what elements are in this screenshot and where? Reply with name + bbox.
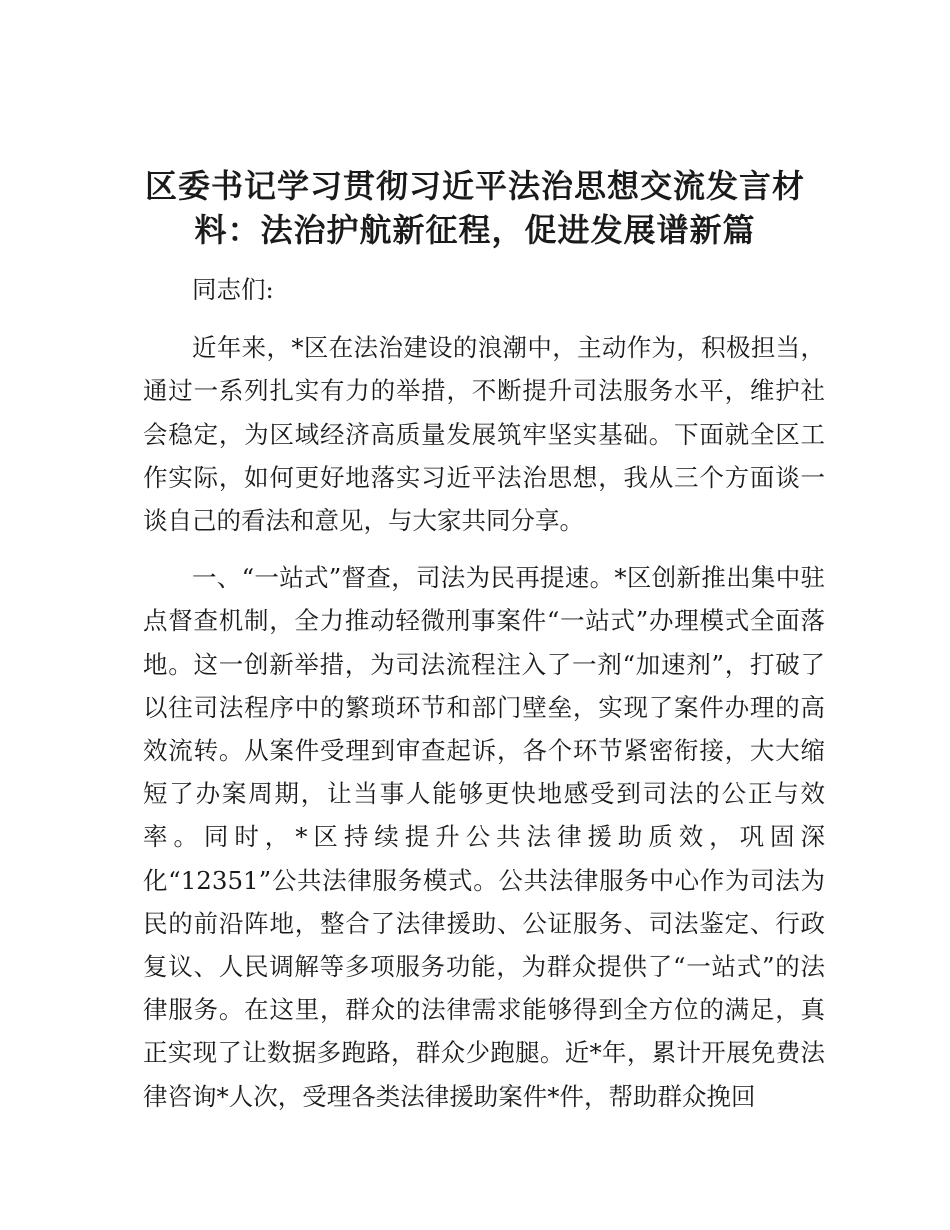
paragraph-intro: 近年来，*区在法治建设的浪潮中，主动作为，积极担当，通过一系列扎实有力的举措，不断提升司法服务水平，维护社会稳定，为区域经济高质量发展筑牢坚实基础。下面就全区工作实际，如何更好地落实习近平法治思想，我从三个方面谈一谈自己的看法和意见，与大家共同分享。 — [143, 333, 825, 536]
paragraph-section-one: 一、“一站式”督查，司法为民再提速。*区创新推出集中驻点督查机制，全力推动轻微刑事案件“一站式”办理模式全面落地。这一创新举措，为司法流程注入了一剂“加速剂”，打破了以往司法程序中的繁琐环节和部门壁垒，实现了案件办理的高效流转。从案件受理到审查起诉，各个环节紧密衔接，大大缩短了办案周期，让当事人能够更快地感受到司法的公正与效率。同时，*区持续提升公共法律援助质效，巩固深化“12351”公共法律服务模式。公共法律服务中心作为司法为民的前沿阵地，整合了法律援助、公证服务、司法鉴定、行政复议、人民调解等多项服务功能，为群众提供了“一站式”的法律服务。在这里，群众的法律需求能够得到全方位的满足，真正实现了让数据多跑路，群众少跑腿。近*年，累计开展免费法律咨询*人次，受理各类法律援助案件*件，帮助群众挽回 — [143, 563, 825, 1111]
greeting: 同志们: — [192, 275, 274, 304]
document-body — [143, 268, 825, 1132]
document-title: 区委书记学习贯彻习近平法治思想交流发言材料：法治护航新征程，促进发展谱新篇 — [144, 167, 805, 249]
